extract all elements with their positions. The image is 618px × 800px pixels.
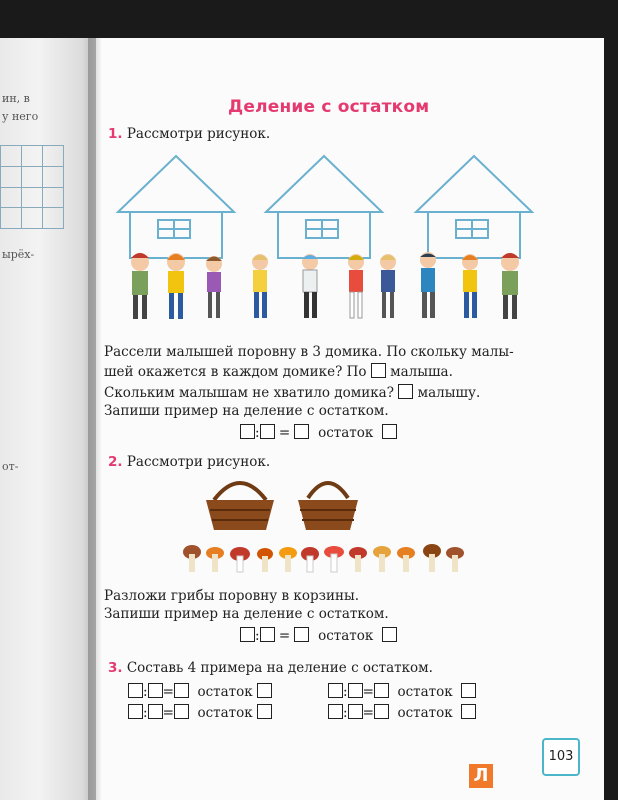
- equals-sign: =: [278, 425, 291, 441]
- mushroom: [423, 544, 441, 572]
- mushroom: [446, 547, 464, 572]
- baskets-illustration: [200, 474, 370, 536]
- answer-box[interactable]: [294, 627, 309, 642]
- task1-text-line: Рассели малышей поровну в 3 домика. По скольку малы-: [104, 344, 514, 360]
- equals-sign: =: [162, 684, 174, 700]
- mushroom: [183, 545, 201, 572]
- answer-box[interactable]: [374, 704, 389, 719]
- colon-sign: :: [255, 425, 260, 441]
- basket-2: [298, 483, 358, 530]
- task3-heading-text: Составь 4 примера на деление с остатком.: [126, 660, 433, 676]
- house-1: [118, 156, 234, 258]
- task1-question-text: Скольким малышам не хватило домика?: [104, 385, 394, 401]
- division-equation: [128, 704, 272, 721]
- answer-box[interactable]: [128, 683, 143, 698]
- left-page-text: ырёх-: [2, 248, 35, 261]
- answer-box[interactable]: [398, 384, 413, 399]
- left-page-text: у него: [2, 110, 39, 123]
- house-3: [416, 156, 532, 258]
- remainder-label: остаток: [318, 628, 374, 644]
- colon-sign: :: [343, 705, 348, 721]
- answer-box[interactable]: [260, 627, 275, 642]
- child-figure: [501, 253, 519, 319]
- task1-heading: [108, 126, 270, 142]
- mushroom: [257, 548, 273, 572]
- answer-box[interactable]: [148, 683, 163, 698]
- publisher-logo: Л: [469, 764, 493, 788]
- mushroom: [373, 546, 391, 572]
- task2-heading: [108, 454, 270, 470]
- task1-text-line: [104, 384, 480, 401]
- answer-box[interactable]: [294, 424, 309, 439]
- task2-heading-text: Рассмотри рисунок.: [126, 454, 271, 470]
- mushroom: [324, 546, 344, 572]
- mushroom: [206, 547, 224, 572]
- task2-text-line: Разложи грибы поровну в корзины.: [104, 588, 360, 604]
- answer-box[interactable]: [260, 424, 275, 439]
- equals-sign: =: [362, 705, 374, 721]
- child-figure: [167, 253, 185, 319]
- answer-box[interactable]: [328, 683, 343, 698]
- child-figure: [131, 253, 149, 319]
- answer-box[interactable]: [174, 704, 189, 719]
- answer-box[interactable]: [348, 683, 363, 698]
- answer-box[interactable]: [382, 627, 397, 642]
- mushroom: [230, 547, 250, 572]
- gutter-shadow: [88, 38, 102, 800]
- child-figure: [252, 254, 268, 318]
- answer-box[interactable]: [174, 683, 189, 698]
- answer-box[interactable]: [371, 363, 386, 378]
- task2-number: 2.: [108, 454, 123, 470]
- child-figure: [420, 252, 436, 318]
- child-figure: [380, 254, 396, 318]
- equals-sign: =: [362, 684, 374, 700]
- task1-heading-text: Рассмотри рисунок.: [126, 126, 271, 142]
- basket-1: [206, 483, 274, 530]
- answer-box[interactable]: [240, 424, 255, 439]
- division-equation: [128, 683, 272, 700]
- task1-question-text: шей окажется в каждом домике? По: [104, 364, 367, 380]
- page-title: Деление с остатком: [228, 97, 430, 117]
- house-2: [266, 156, 382, 258]
- answer-box[interactable]: [461, 704, 476, 719]
- division-equation: [240, 424, 397, 441]
- left-page-text: ин, в: [2, 92, 30, 105]
- answer-box[interactable]: [128, 704, 143, 719]
- remainder-label: остаток: [397, 684, 453, 700]
- colon-sign: :: [255, 628, 260, 644]
- remainder-label: остаток: [318, 425, 374, 441]
- mushroom: [301, 547, 319, 572]
- task1-text-line: [104, 363, 453, 380]
- mushroom: [279, 547, 297, 572]
- left-page-text: от-: [2, 460, 19, 473]
- division-equation: [328, 704, 476, 721]
- division-equation: [240, 627, 397, 644]
- task1-unit-text: малышу.: [417, 385, 481, 401]
- answer-box[interactable]: [348, 704, 363, 719]
- answer-box[interactable]: [257, 683, 272, 698]
- answer-box[interactable]: [382, 424, 397, 439]
- answer-box[interactable]: [461, 683, 476, 698]
- division-equation: [328, 683, 476, 700]
- answer-box[interactable]: [148, 704, 163, 719]
- task1-text-line: Запиши пример на деление с остатком.: [104, 403, 389, 419]
- answer-box[interactable]: [374, 683, 389, 698]
- equals-sign: =: [278, 628, 291, 644]
- mushroom: [349, 547, 367, 572]
- answer-box[interactable]: [328, 704, 343, 719]
- colon-sign: :: [143, 705, 148, 721]
- remainder-label: остаток: [397, 705, 453, 721]
- remainder-label: остаток: [197, 705, 253, 721]
- task2-text-line: Запиши пример на деление с остатком.: [104, 606, 389, 622]
- child-figure: [462, 254, 478, 318]
- task1-unit-text: малыша.: [390, 364, 453, 380]
- answer-box[interactable]: [257, 704, 272, 719]
- task1-number: 1.: [108, 126, 123, 142]
- left-page-grid: [0, 145, 64, 229]
- mushroom: [397, 547, 415, 572]
- colon-sign: :: [143, 684, 148, 700]
- colon-sign: :: [343, 684, 348, 700]
- page-number: 103: [542, 738, 580, 776]
- mushrooms-illustration: [182, 542, 472, 576]
- task3-number: 3.: [108, 660, 123, 676]
- equals-sign: =: [162, 705, 174, 721]
- child-figure: [348, 254, 364, 318]
- remainder-label: остаток: [197, 684, 253, 700]
- child-figure: [206, 256, 222, 318]
- task3-heading: [108, 660, 433, 676]
- children-illustration: [118, 248, 538, 326]
- houses-illustration: [110, 150, 570, 260]
- child-figure: [302, 254, 318, 318]
- answer-box[interactable]: [240, 627, 255, 642]
